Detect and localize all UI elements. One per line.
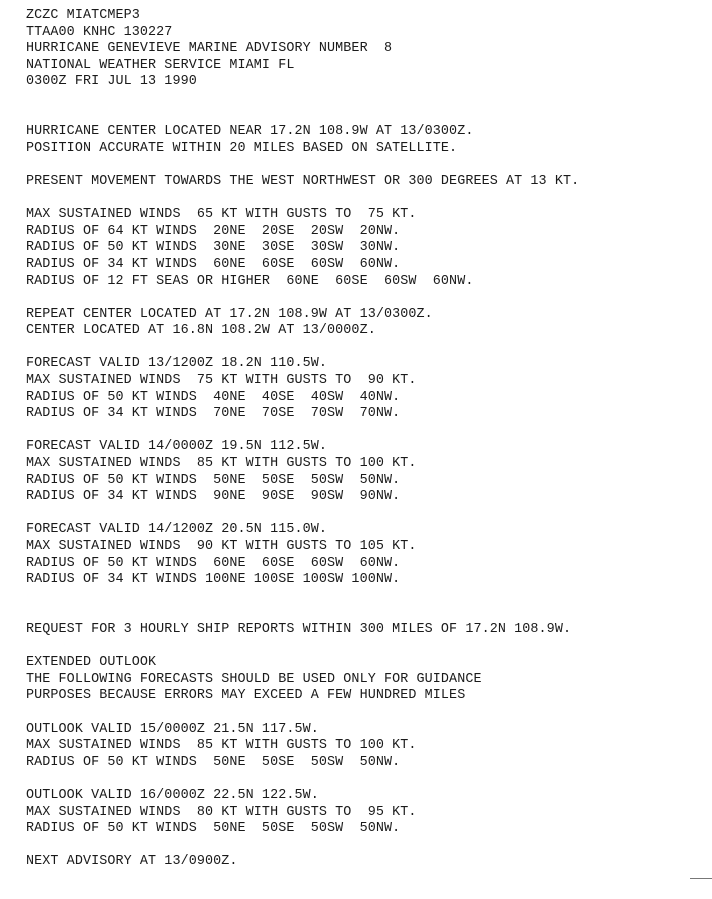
max-winds-line: MAX SUSTAINED WINDS 90 KT WITH GUSTS TO 105 KT.: [26, 539, 417, 554]
wind-radius-line: RADIUS OF 50 KT WINDS 50NE 50SE 50SW 50NW.: [26, 821, 401, 837]
winds-block: [26, 207, 712, 290]
forecast-block-1: [26, 356, 712, 422]
wind-radius-line: RADIUS OF 34 KT WINDS 90NE 90SE 90SW 90NW.: [26, 489, 401, 505]
seas-radius-line: RADIUS OF 12 FT SEAS OR HIGHER 60NE 60SE 60SW 60NW.: [26, 273, 474, 289]
ship-report-request: REQUEST FOR 3 HOURLY SHIP REPORTS WITHIN 300 MILES OF 17.2N 108.9W.: [26, 621, 572, 637]
repeat-center: REPEAT CENTER LOCATED AT 17.2N 108.9W AT 13/0300Z.: [26, 306, 433, 322]
header-block: [26, 8, 712, 91]
forecast-valid: FORECAST VALID 14/1200Z 20.5N 115.0W.: [26, 522, 328, 538]
movement-block: [26, 174, 712, 191]
position-accuracy: POSITION ACCURATE WITHIN 20 MILES BASED ON SATELLITE.: [26, 140, 458, 156]
wind-radius-line: RADIUS OF 50 KT WINDS 50NE 50SE 50SW 50NW.: [26, 754, 401, 770]
max-winds-line: MAX SUSTAINED WINDS 65 KT WITH GUSTS TO 75 KT.: [26, 207, 417, 223]
wind-radius-line: RADIUS OF 50 KT WINDS 50NE 50SE 50SW 50NW.: [26, 472, 401, 488]
next-advisory-block: [26, 854, 712, 871]
wind-radius-line: RADIUS OF 50 KT WINDS 40NE 40SE 40SW 40NW.: [26, 389, 401, 405]
outlook-block-1: [26, 722, 712, 772]
outlook-valid: OUTLOOK VALID 16/0000Z 22.5N 122.5W.: [26, 787, 319, 803]
present-movement: PRESENT MOVEMENT TOWARDS THE WEST NORTHWEST OR 300 DEGREES AT 13 KT.: [26, 173, 580, 189]
page-edge-mark: [690, 878, 712, 879]
max-winds-line: MAX SUSTAINED WINDS 85 KT WITH GUSTS TO 100 KT.: [26, 456, 417, 472]
advisory-title: HURRICANE GENEVIEVE MARINE ADVISORY NUMBER 8: [26, 41, 393, 57]
outlook-block-2: [26, 788, 712, 838]
forecast-block-2: [26, 439, 712, 505]
max-winds-line: MAX SUSTAINED WINDS 80 KT WITH GUSTS TO 95 KT.: [26, 804, 417, 820]
forecast-valid: FORECAST VALID 13/1200Z 18.2N 110.5W.: [26, 356, 328, 372]
forecast-block-3: [26, 522, 712, 588]
center-location: HURRICANE CENTER LOCATED NEAR 17.2N 108.9W AT 13/0300Z.: [26, 124, 474, 140]
issue-time: 0300Z FRI JUL 13 1990: [26, 74, 197, 90]
next-advisory: NEXT ADVISORY AT 13/0900Z.: [26, 854, 238, 870]
repeat-block: [26, 307, 712, 340]
wind-radius-line: RADIUS OF 64 KT WINDS 20NE 20SE 20SW 20NW.: [26, 223, 401, 239]
wind-radius-line: RADIUS OF 34 KT WINDS 100NE 100SE 100SW 100NW.: [26, 572, 401, 588]
wind-radius-line: RADIUS OF 50 KT WINDS 60NE 60SE 60SW 60NW.: [26, 555, 401, 571]
wind-radius-line: RADIUS OF 34 KT WINDS 70NE 70SE 70SW 70NW.: [26, 406, 401, 422]
prior-center: CENTER LOCATED AT 16.8N 108.2W AT 13/0000Z.: [26, 323, 376, 339]
guidance-note: THE FOLLOWING FORECASTS SHOULD BE USED ONLY FOR GUIDANCE: [26, 671, 482, 687]
extended-outlook-heading: EXTENDED OUTLOOK: [26, 655, 157, 671]
request-block: [26, 622, 712, 639]
wind-radius-line: RADIUS OF 34 KT WINDS 60NE 60SE 60SW 60NW.: [26, 256, 401, 272]
center-block: [26, 124, 712, 157]
header-line: TTAA00 KNHC 130227: [26, 24, 173, 40]
header-line: ZCZC MIATCMEP3: [26, 8, 140, 23]
guidance-note: PURPOSES BECAUSE ERRORS MAY EXCEED A FEW HUNDRED MILES: [26, 688, 466, 704]
wind-radius-line: RADIUS OF 50 KT WINDS 30NE 30SE 30SW 30NW.: [26, 240, 401, 256]
issuing-office: NATIONAL WEATHER SERVICE MIAMI FL: [26, 57, 295, 73]
outlook-valid: OUTLOOK VALID 15/0000Z 21.5N 117.5W.: [26, 721, 319, 737]
extended-outlook-block: [26, 655, 712, 705]
max-winds-line: MAX SUSTAINED WINDS 85 KT WITH GUSTS TO 100 KT.: [26, 738, 417, 754]
max-winds-line: MAX SUSTAINED WINDS 75 KT WITH GUSTS TO 90 KT.: [26, 373, 417, 389]
forecast-valid: FORECAST VALID 14/0000Z 19.5N 112.5W.: [26, 439, 328, 455]
marine-advisory-document: [26, 8, 712, 871]
